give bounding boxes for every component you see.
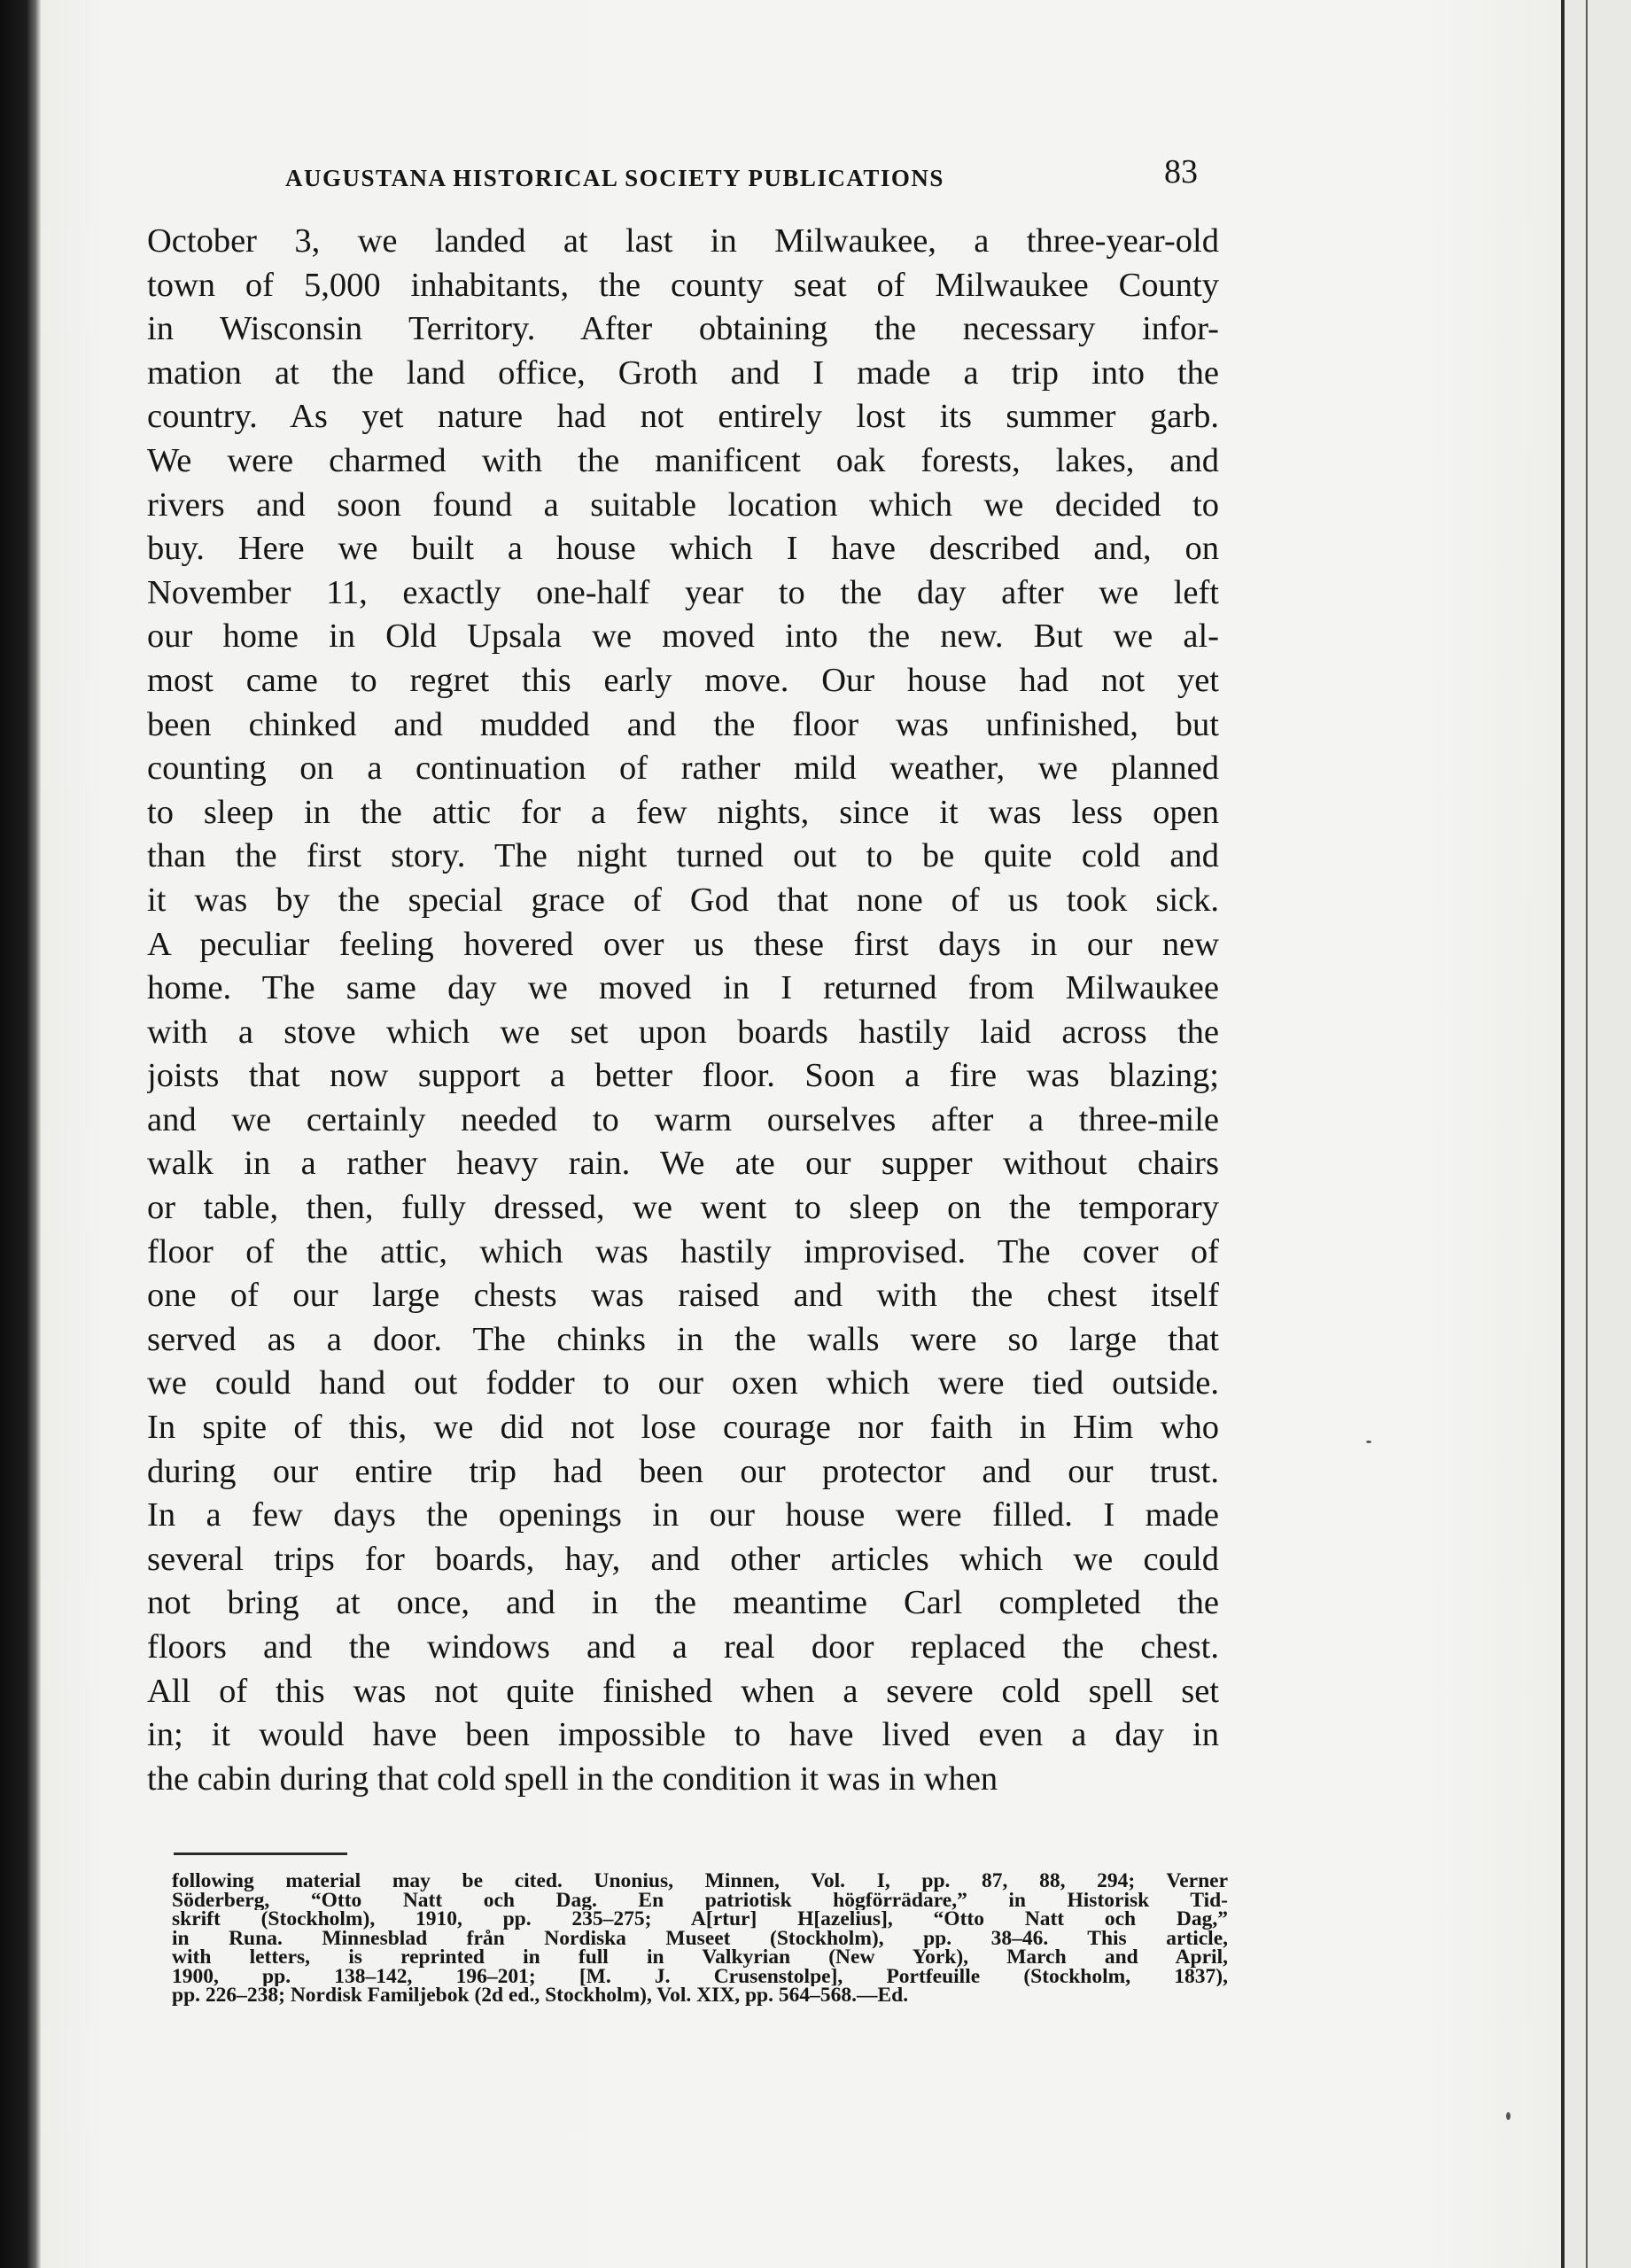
body-line: been chinked and mudded and the floor was unfinished, but [147,705,1219,743]
body-line: town of 5,000 inhabitants, the county seat of Milwaukee County [147,266,1219,304]
body-line: to sleep in the attic for a few nights, since it was less open [147,793,1219,831]
footnote-line: pp. 226–238; Nordisk Familjebok (2d ed., Stockholm), Vol. XIX, pp. 564–568.—Ed. [172,1986,909,2006]
body-line: joists that now support a better floor. Soon a fire was blazing; [147,1057,1219,1095]
body-line: served as a door. The chinks in the walls were so large that [147,1320,1219,1358]
body-line: A peculiar feeling hovered over us these first days in our new [147,925,1219,963]
body-line: in Wisconsin Territory. After obtaining the necessary infor- [147,310,1219,348]
body-text [147,220,1219,1801]
body-line: or table, then, fully dressed, we went to sleep on the temporary [147,1189,1219,1227]
body-line: several trips for boards, hay, and other articles which we could [147,1540,1219,1578]
body-line: home. The same day we moved in I returned from Milwaukee [147,969,1219,1007]
body-line: not bring at once, and in the meantime Carl completed the [147,1584,1219,1622]
page-header [285,152,1198,206]
body-line: rivers and soon found a suitable location which we decided to [147,485,1219,524]
body-line: one of our large chests was raised and with the chest itself [147,1277,1219,1315]
body-line: we could hand out fodder to our oxen which were tied outside. [147,1364,1219,1402]
body-line: most came to regret this early move. Our house had not yet [147,661,1219,699]
footnote-line: Söderberg, “Otto Natt och Dag. En patriotisk högförrädare,” in Historisk Tid- [172,1891,1228,1910]
page-edge-line [1561,0,1565,2268]
footnote-line: in Runa. Minnesblad från Nordiska Museet (Stockholm), pp. 38–46. This article, [172,1929,1228,1948]
footnote-line: with letters, is reprinted in full in Valkyrian (New York), March and April, [172,1948,1228,1968]
body-line: the cabin during that cold spell in the condition it was in when [147,1759,998,1798]
body-line: October 3, we landed at last in Milwaukee, a three-year-old [147,222,1219,260]
body-line: In spite of this, we did not lose courage nor faith in Him who [147,1409,1219,1447]
body-line: mation at the land office, Groth and I made a trip into the [147,353,1219,392]
scan-speck [1366,1441,1371,1443]
body-line: counting on a continuation of rather mild weather, we planned [147,750,1219,788]
body-line: and we certainly needed to warm ourselves after a three-mile [147,1100,1219,1138]
footnote-line: following material may be cited. Unonius, Minnen, Vol. I, pp. 87, 88, 294; Verner [172,1872,1228,1891]
running-head: AUGUSTANA HISTORICAL SOCIETY PUBLICATIONS [285,165,944,191]
body-line: buy. Here we built a house which I have described and, on [147,530,1219,568]
body-line: country. As yet nature had not entirely lost its summer garb. [147,398,1219,436]
page-edge-line [1586,0,1588,2268]
body-line: walk in a rather heavy rain. We ate our supper without chairs [147,1145,1219,1183]
scan-speck [1506,2112,1511,2120]
body-line: our home in Old Upsala we moved into the new. But we al- [147,617,1219,656]
body-line: floors and the windows and a real door replaced the chest. [147,1628,1219,1666]
body-line: We were charmed with the manificent oak forests, lakes, and [147,441,1219,479]
body-line: In a few days the openings in our house were filled. I made [147,1496,1219,1534]
footnotes [172,1872,1228,2006]
body-line: floor of the attic, which was hastily improvised. The cover of [147,1232,1219,1270]
body-line: in; it would have been impossible to have lived even a day in [147,1716,1219,1754]
body-line: All of this was not quite finished when a severe cold spell set [147,1672,1219,1710]
footnote-line: skrift (Stockholm), 1910, pp. 235–275; A[rtur] H[azelius], “Otto Natt och Dag,” [172,1910,1228,1930]
right-page-edge [1565,0,1631,2268]
body-line: with a stove which we set upon boards hastily laid across the [147,1013,1219,1051]
footnote-line: 1900, pp. 138–142, 196–201; [M. J. Crusenstolpe], Portfeuille (Stockholm, 1837), [172,1967,1228,1986]
footnote-rule [174,1852,347,1855]
binding-edge [0,0,41,2268]
body-line: during our entire trip had been our protector and our trust. [147,1452,1219,1490]
body-line: November 11, exactly one-half year to the day after we left [147,573,1219,611]
page-number: 83 [1164,153,1198,190]
body-line: it was by the special grace of God that none of us took sick. [147,881,1219,919]
body-line: than the first story. The night turned out to be quite cold and [147,837,1219,875]
